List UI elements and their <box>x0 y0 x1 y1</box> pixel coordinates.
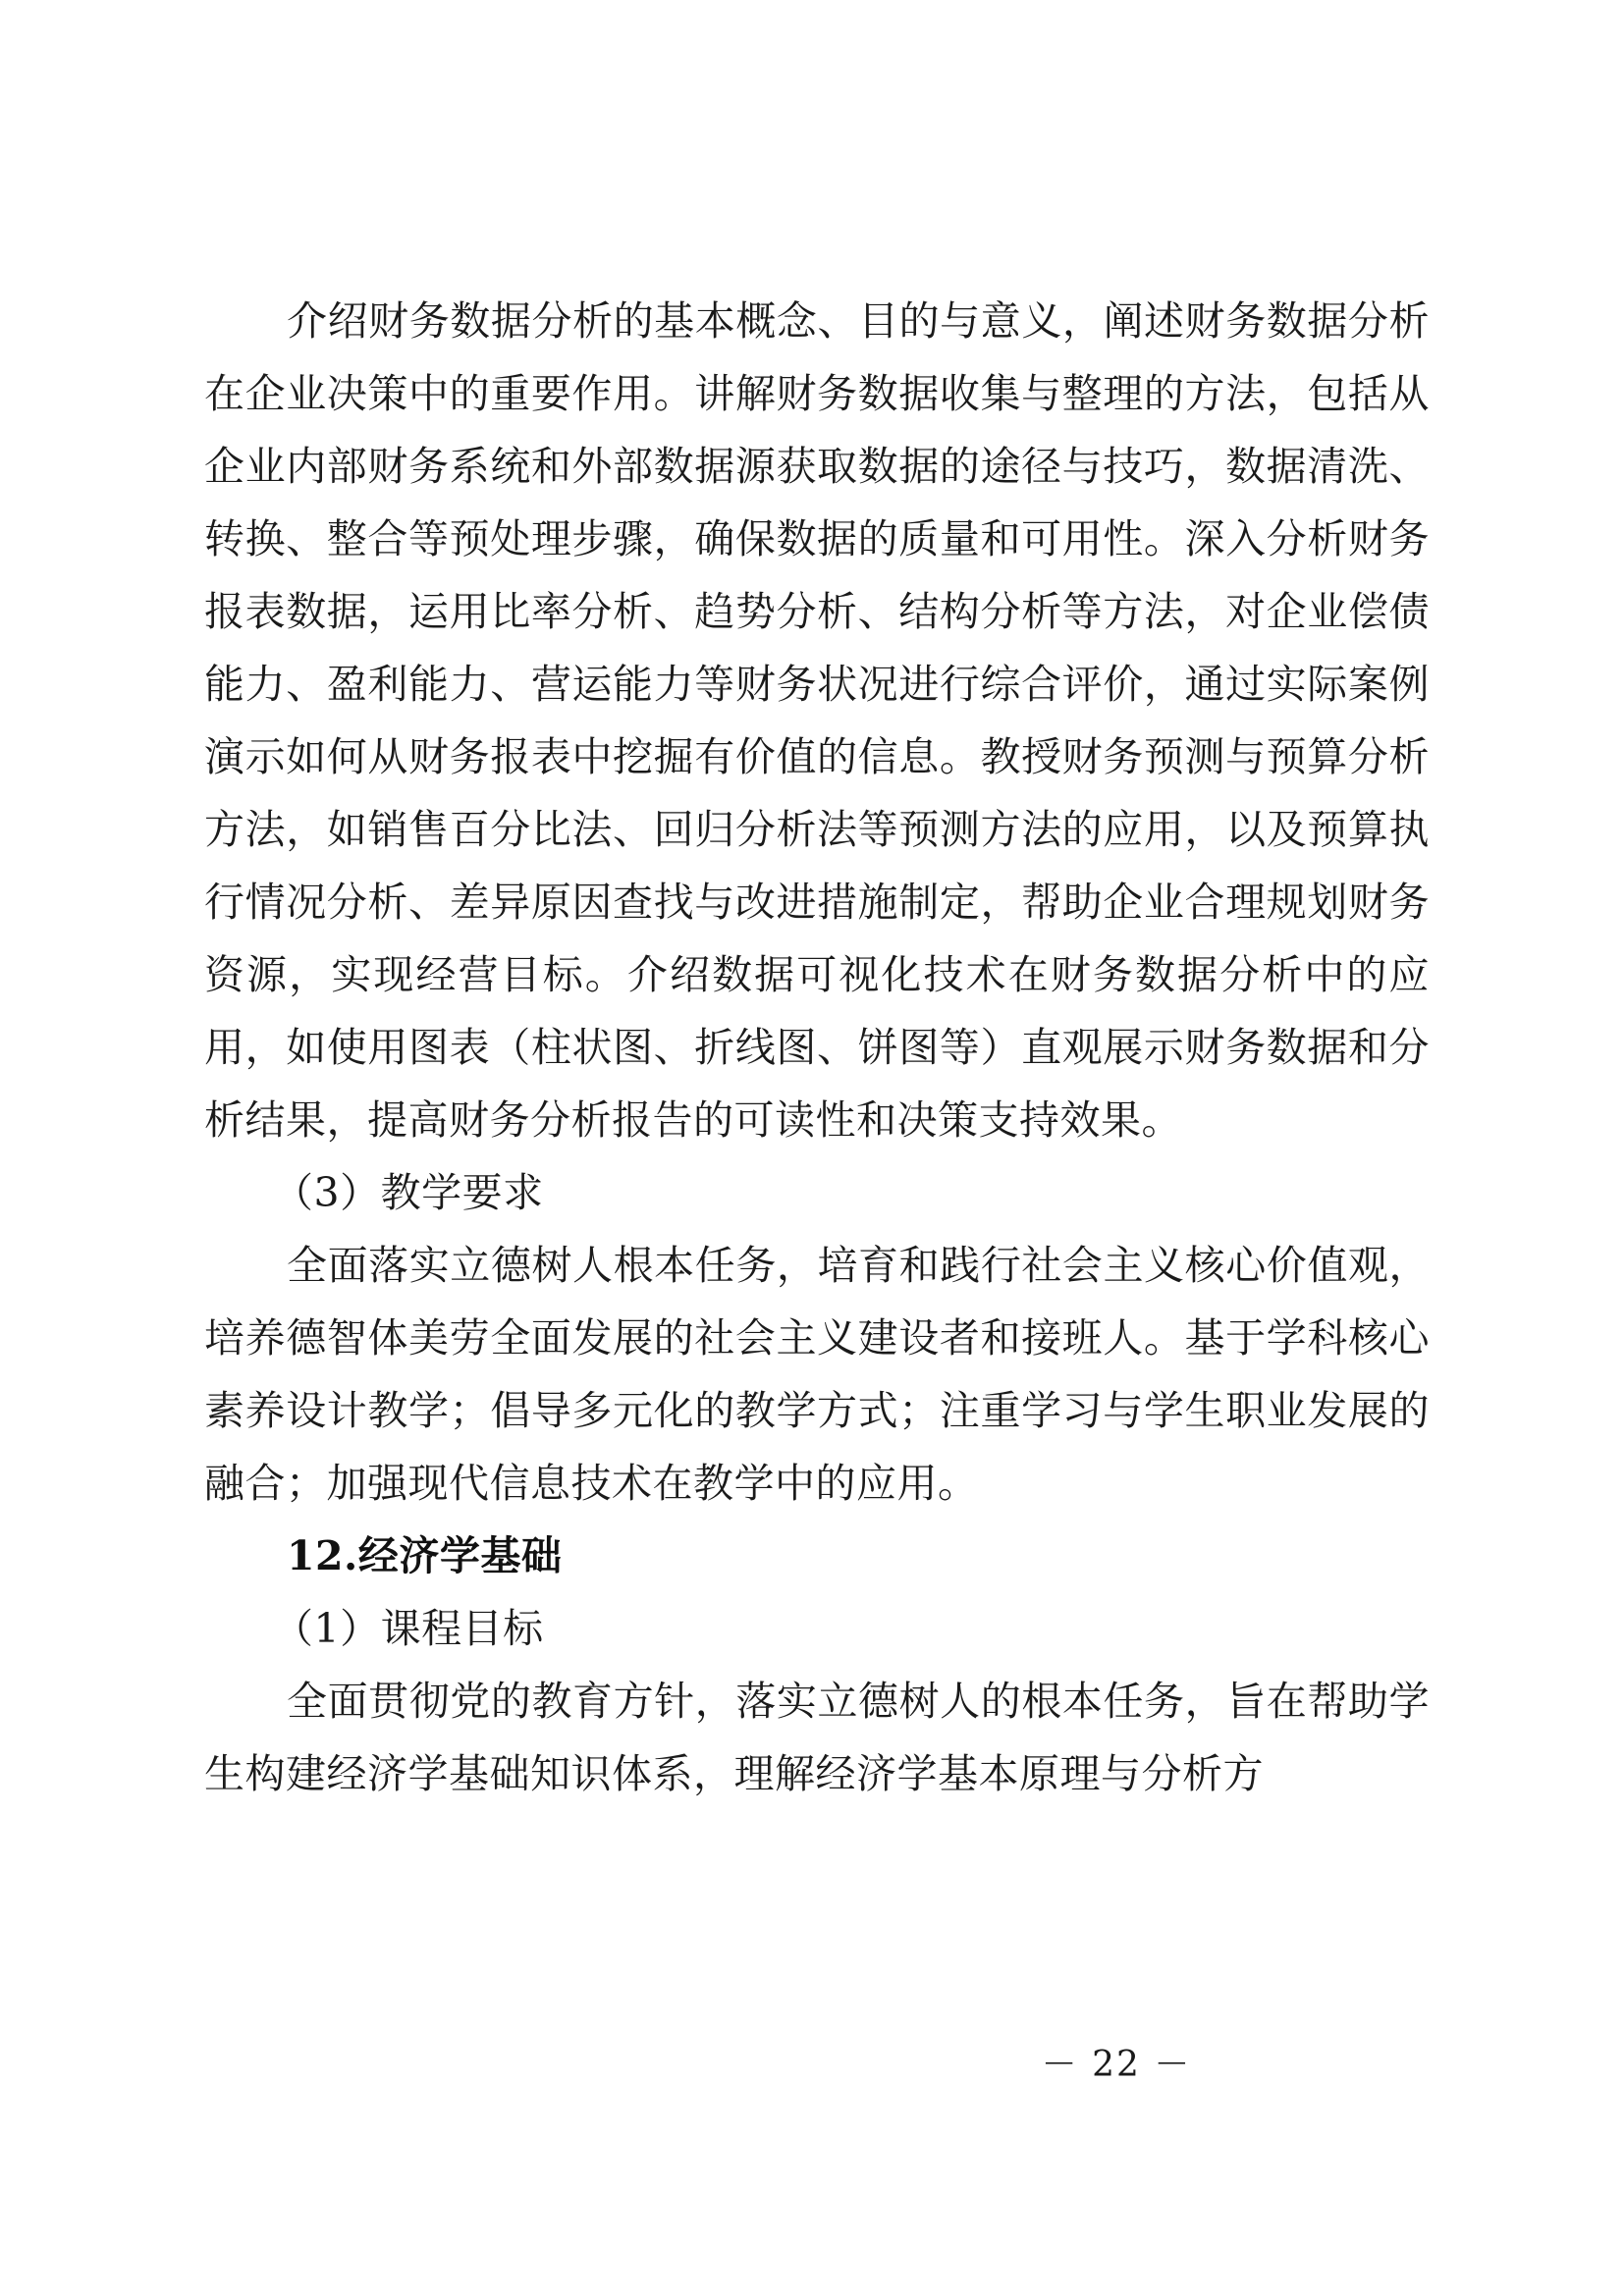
page-number: － 22 － <box>1041 2045 1192 2085</box>
body-paragraph-course-objectives: 全面贯彻党的教育方针，落实立德树人的根本任务，旨在帮助学生构建经济学基础知识体系，理解经济学基本原理与分析方 <box>204 1678 1430 1797</box>
section-heading-economics-basics: 12.经济学基础 <box>287 1532 563 1579</box>
page-content <box>204 285 1430 1810</box>
body-paragraph-teaching-requirements: 全面落实立德树人根本任务，培育和践行社会主义核心价值观，培养德智体美劳全面发展的社会主义建设者和接班人。基于学科核心素养设计教学；倡导多元化的教学方式；注重学习与学生职业发展的融合；加强现代信息技术在教学中的应用。 <box>204 1242 1430 1507</box>
body-paragraph-course-content: 介绍财务数据分析的基本概念、目的与意义，阐述财务数据分析在企业决策中的重要作用。讲解财务数据收集与整理的方法，包括从企业内部财务系统和外部数据源获取数据的途径与技巧，数据清洗、转换、整合等预处理步骤，确保数据的质量和可用性。深入分析财务报表数据，运用比率分析、趋势分析、结构分析等方法，对企业偿债能力、盈利能力、营运能力等财务状况进行综合评价，通过实际案例演示如何从财务报表中挖掘有价值的信息。教授财务预测与预算分析方法，如销售百分比法、回归分析法等预测方法的应用，以及预算执行情况分析、差异原因查找与改进措施制定，帮助企业合理规划财务资源，实现经营目标。介绍数据可视化技术在财务数据分析中的应用，如使用图表（柱状图、折线图、饼图等）直观展示财务数据和分析结果，提高财务分析报告的可读性和决策支持效果。 <box>204 297 1430 1144</box>
section-label-teaching-requirements: （3）教学要求 <box>273 1169 544 1216</box>
page-footer <box>0 2037 1624 2087</box>
section-label-course-objectives: （1）课程目标 <box>273 1605 544 1652</box>
